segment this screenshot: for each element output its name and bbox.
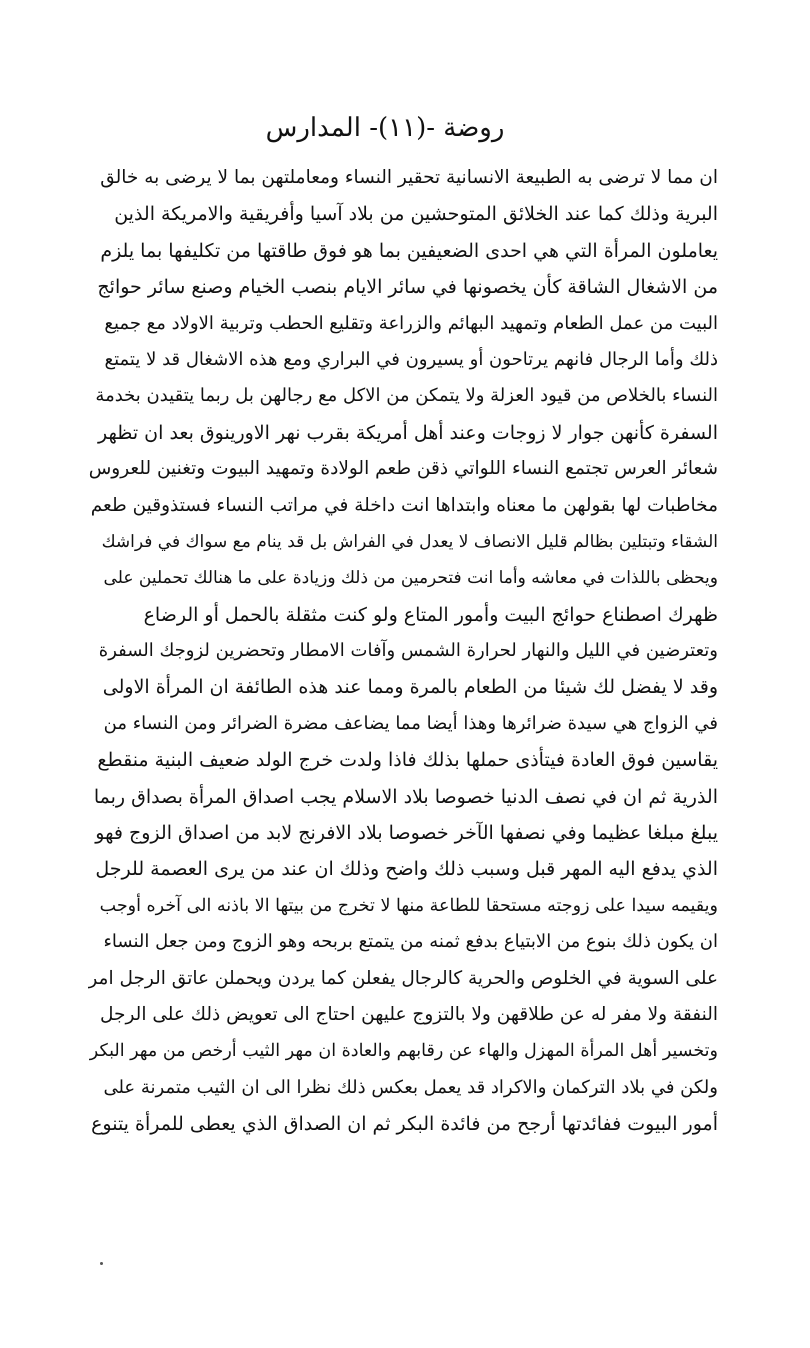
text-line: السفرة كأنهن جوار لا زوجات وعند أهل أمريكة بقرب نهر الاورينوق بعد ان تظهر — [98, 421, 718, 444]
text-line: البيت من عمل الطعام وتمهيد البهائم والزراعة وتقليع الحطب وتربية الاولاد مع جميع — [104, 312, 718, 334]
page-header: روضة -(١١)- المدارس — [265, 113, 505, 143]
text-line: مخاطبات لها بقولهن ما معناه وابتداها انت داخلة في مراتب النساء فستذوقين طعم — [90, 494, 718, 516]
text-line: يعاملون المرأة التي هي احدى الضعيفين بما هو فوق طاقتها من تكليفها بما يلزم — [100, 239, 718, 262]
text-line: ويقيمه سيدا على زوجته مستحقا للطاعة منها لا تخرج من بيتها الا باذنه الى آخره أوجب — [99, 895, 718, 916]
body-text — [88, 160, 718, 1143]
text-line: شعائر العرس تجتمع النساء اللواتي ذقن طعم الولادة وتمهيد البيوت وتغنين للعروس — [88, 458, 718, 480]
text-line: النفقة ولا مفر له عن طلاقهن ولا بالتزوج عليهن احتاج الى تعويض ذلك على الرجل — [100, 1003, 718, 1025]
text-line: ولكن في بلاد التركمان والاكراد قد يعمل بعكس ذلك نظرا الى ان الثيب متمرنة على — [103, 1076, 718, 1098]
text-line: أمور البيوت ففائدتها أرجح من فائدة البكر ثم ان الصداق الذي يعطى للمرأة يتنوع — [91, 1113, 718, 1136]
text-line: وتخسير أهل المرأة المهزل والهاء عن رقابهم والعادة ان مهر الثيب أرخص من مهر البكر — [89, 1041, 718, 1062]
text-line: ان يكون ذلك بنوع من الابتياع بدفع ثمنه من يتمتع بربحه وهو الزوج ومن جعل النساء — [103, 931, 718, 953]
text-line: الذي يدفع اليه المهر قبل وسبب ذلك واضح وذلك ان عند من يرى العصمة للرجل — [95, 858, 718, 881]
text-line: وقد لا يفضل لك شيئا من الطعام بالمرة ومما عند هذه الطائفة ان المرأة الاولى — [102, 676, 718, 699]
text-line: في الزواج هي سيدة ضرائرها وهذا أيضا مما يضاعف مضرة الضرائر ومن النساء من — [103, 712, 718, 734]
text-line: من الاشغال الشاقة كأن يخصونها في سائر الايام بنصب الخيام وصنع سائر حوائج — [97, 276, 718, 299]
text-line: البرية وذلك كما عند الخلائق المتوحشين من بلاد آسيا وأفريقية والامريكة الذين — [114, 203, 718, 226]
text-line: ذلك وأما الرجال فانهم يرتاحون أو يسيرون في البراري ومع هذه الاشغال قد لا يتمتع — [104, 348, 718, 370]
text-line: على السوية في الخلوص والحرية كالرجال يفعلن كما يردن ويحملن عاتق الرجل امر — [88, 967, 718, 989]
text-line: ظهرك اصطناع حوائج البيت وأمور المتاع ولو كنت مثقلة بالحمل أو الرضاع — [143, 603, 718, 626]
scan-speck — [100, 1262, 103, 1265]
text-line: ان مما لا ترضى به الطبيعة الانسانية تحقير النساء ومعاملتهن بما لا يرضى به خالق — [100, 167, 718, 188]
text-line: الذرية ثم ان في نصف الدنيا خصوصا بلاد الاسلام يجب اصداق المرأة بصداق ربما — [93, 785, 718, 808]
text-line: يبلغ مبلغا عظيما وفي نصفها الآخر خصوصا بلاد الافرنج لابد من اصداق الزوج فهو — [95, 822, 718, 845]
text-line: النساء بالخلاص من قيود العزلة ولا يتمكن من الاكل مع رجالهن بل ربما يتقيدن بخدمة — [95, 385, 718, 407]
text-line: الشقاء وتبتلين بظالم قليل الانصاف لا يعدل في الفراش بل قد ينام مع سواك في فراشك — [101, 531, 718, 552]
text-line: ويحظى باللذات في معاشه وأما انت فتحرمين من ذلك وزيادة على ما هنالك تحملين على — [103, 568, 718, 589]
text-line: وتعترضين في الليل والنهار لحرارة الشمس وآفات الامطار وتحضرين لزوجك السفرة — [98, 640, 718, 662]
text-line: يقاسين فوق العادة فيتأذى حملها بذلك فاذا ولدت خرج الولد ضعيف البنية منقطع — [97, 749, 718, 772]
